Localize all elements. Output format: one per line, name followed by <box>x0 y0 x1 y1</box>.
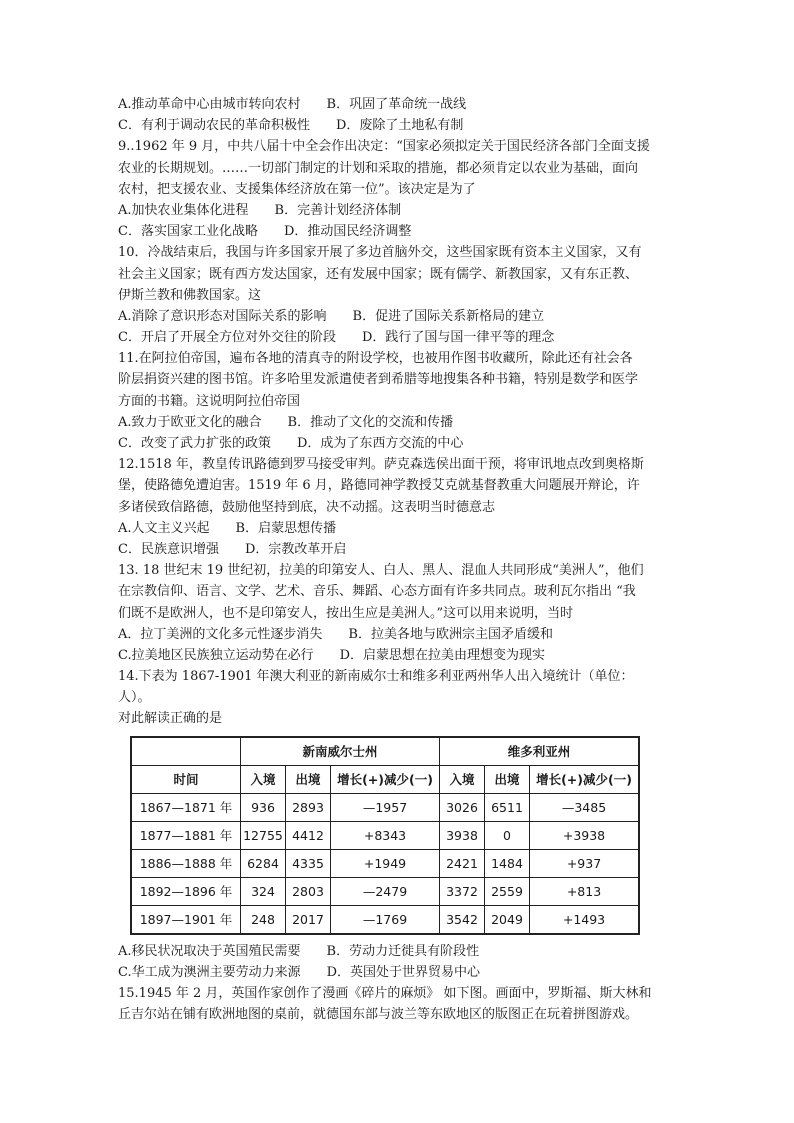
q10-option-b[interactable]: B．促进了国际关系新格局的建立 <box>352 308 545 324</box>
table-row <box>131 793 639 821</box>
table-cell: 4412 <box>286 821 331 849</box>
q9-options-row1 <box>118 200 688 221</box>
q14-option-b[interactable]: B．劳动力迁徙具有阶段性 <box>326 943 480 959</box>
q14-option-c[interactable]: C.华工成为澳洲主要劳动力来源 <box>118 964 301 980</box>
q10-options-row2 <box>118 327 688 348</box>
q11-option-a[interactable]: A.致力于欧亚文化的融合 <box>118 414 262 430</box>
column-header: 出境 <box>286 765 331 793</box>
table-cell: 2049 <box>485 905 530 934</box>
q10-option-a[interactable]: A.消除了意识形态对国际关系的影响 <box>118 308 327 324</box>
table-cell: 12755 <box>241 821 286 849</box>
q11-stem-line: 方面的书籍。这说明阿拉伯帝国 <box>118 393 301 409</box>
q10-stem-line: 伊斯兰教和佛教国家。这 <box>118 287 262 303</box>
q14-stem-line: 14.下表为 1867-1901 年澳大利亚的新南威尔士和维多利亚两州华人出入境统计（单位： <box>118 669 634 685</box>
q13-option-c[interactable]: C.拉美地区民族独立运动势在必行 <box>118 647 314 663</box>
state-header-nsw: 新南威尔士州 <box>241 737 440 766</box>
q10-stem-line: 社会主义国家；既有西方发达国家，还有发展中国家；既有儒学、新教国家，又有东正教、 <box>118 266 639 282</box>
q9-options-row2 <box>118 221 688 242</box>
question-12 <box>118 454 688 560</box>
table-cell: 2421 <box>440 849 485 877</box>
q9-option-a[interactable]: A.加快农业集体化进程 <box>118 202 249 218</box>
column-header: 增长(+)减少(一) <box>530 765 640 793</box>
q11-option-d[interactable]: D．成为了东西方交流的中心 <box>296 436 464 451</box>
q15-stem-line: 丘吉尔站在铺有欧洲地图的桌前，就德国东部与波兰等东欧地区的版图正在玩着拼图游戏。 <box>118 1007 639 1023</box>
table-cell: 324 <box>241 877 286 905</box>
q8-options-row2 <box>118 115 688 136</box>
q12-option-c[interactable]: C．民族意识增强 <box>118 541 219 557</box>
q9-stem-line: 农村，把支援农业、支援集体经济放在第一位”。该决定是为了 <box>118 181 476 197</box>
table-cell: 6511 <box>485 793 530 821</box>
table-cell: 2559 <box>485 877 530 905</box>
table-cell-period: 1886—1888 年 <box>131 849 241 877</box>
q11-stem-line: 11.在阿拉伯帝国，遍布各地的清真寺的附设学校，也被用作图书收藏所，除此还有社会各 <box>118 351 633 367</box>
q13-stem-line: 们既不是欧洲人，也不是印第安人，按出生应是美洲人。”这可以用来说明，当时 <box>118 605 574 621</box>
migration-table <box>130 736 640 935</box>
q9-option-d[interactable]: D．推动国民经济调整 <box>283 224 412 240</box>
q14-stem-line: 对此解读正确的是 <box>118 711 223 727</box>
column-header: 入境 <box>241 765 286 793</box>
q12-options-row2 <box>118 539 688 560</box>
q11-stem-line: 阶层捐资兴建的图书馆。许多哈里发派遣使者到希腊等地搜集各种书籍，特别是数学和医学 <box>118 372 639 388</box>
question-10 <box>118 242 688 348</box>
q11-options-row2 <box>118 433 688 454</box>
table-cell: 4335 <box>286 849 331 877</box>
q13-option-a[interactable]: A．拉丁美洲的文化多元性逐步消失 <box>118 626 323 642</box>
question-14 <box>118 666 688 983</box>
q13-options-row1 <box>118 624 688 645</box>
q13-option-b[interactable]: B．拉美各地与欧洲宗主国矛盾缓和 <box>348 626 553 642</box>
q13-stem-line: 在宗教信仰、语言、文学、艺术、音乐、舞蹈、心态方面有许多共同点。玻利瓦尔指出 “我 <box>118 584 636 600</box>
q8-option-b[interactable]: B．巩固了革命统一战线 <box>326 97 467 112</box>
q14-options-row2 <box>118 962 688 983</box>
table-cell: 3372 <box>440 877 485 905</box>
q9-option-b[interactable]: B．完善计划经济体制 <box>274 202 402 218</box>
table-cell: —1957 <box>331 793 440 821</box>
table-cell: —1769 <box>331 905 440 934</box>
table-cell: —3485 <box>530 793 640 821</box>
table-corner-cell <box>131 737 241 766</box>
table-cell: 2017 <box>286 905 331 934</box>
q8-option-a[interactable]: A.推动革命中心由城市转向农村 <box>118 97 301 112</box>
table-row <box>131 821 639 849</box>
table-cell-period: 1877—1881 年 <box>131 821 241 849</box>
table-cell: 248 <box>241 905 286 934</box>
question-13 <box>118 560 688 666</box>
q10-option-d[interactable]: D．践行了国与国一律平等的理念 <box>361 330 555 346</box>
table-cell: +1493 <box>530 905 640 934</box>
q12-stem-line: 堡，使路德免遭迫害。1519 年 6 月，路德同神学教授艾克就基督教重大问题展开辩论，许 <box>118 478 640 494</box>
q9-stem-line: 农业的长期规划。……一切部门制定的计划和采取的措施，都必须肯定以农业为基础，面向 <box>118 160 639 176</box>
table-cell: +813 <box>530 877 640 905</box>
q12-option-d[interactable]: D．宗教改革开启 <box>244 541 347 557</box>
q13-option-d[interactable]: D．启蒙思想在拉美由理想变为现实 <box>339 647 546 663</box>
table-row <box>131 877 639 905</box>
q10-option-c[interactable]: C．开启了开展全方位对外交往的阶段 <box>118 330 336 346</box>
q8-option-d[interactable]: D．废除了土地私有制 <box>335 118 464 134</box>
table-cell: 0 <box>485 821 530 849</box>
table-state-header-row <box>131 737 639 766</box>
q12-stem-line: 12.1518 年，教皇传讯路德到罗马接受审判。萨克森选侯出面干预，将审讯地点改到奥格斯 <box>118 457 644 473</box>
q8-options-row1 <box>118 94 688 115</box>
column-header: 入境 <box>440 765 485 793</box>
column-header: 增长(+)减少(一) <box>331 765 440 793</box>
q13-options-row2 <box>118 645 688 666</box>
table-column-header-row <box>131 765 639 793</box>
table-cell: 2893 <box>286 793 331 821</box>
table-cell: —2479 <box>331 877 440 905</box>
q11-options-row1 <box>118 412 688 433</box>
column-header: 时间 <box>131 765 241 793</box>
exam-page <box>118 94 688 1025</box>
table-cell: +8343 <box>331 821 440 849</box>
q14-options-row1 <box>118 941 688 962</box>
question-9 <box>118 136 688 242</box>
q14-option-d[interactable]: D．英国处于世界贸易中心 <box>326 964 481 980</box>
state-header-victoria: 维多利亚州 <box>440 737 640 766</box>
q11-option-c[interactable]: C．改变了武力扩张的政策 <box>118 436 271 451</box>
table-cell: 2803 <box>286 877 331 905</box>
q12-stem-line: 多诸侯致信路德，鼓励他坚持到底，决不动摇。这表明当时德意志 <box>118 499 496 515</box>
q15-stem-line: 15.1945 年 2 月，英国作家创作了漫画《碎片的麻烦》 如下图。画面中，罗斯福、斯大林和 <box>118 986 652 1001</box>
q11-option-b[interactable]: B．推动了文化的交流和传播 <box>287 414 454 430</box>
q10-options-row1 <box>118 306 688 327</box>
q9-stem-line: 9..1962 年 9 月，中共八届十中全会作出决定：“国家必须拟定关于国民经济各部门全面支援 <box>118 139 650 155</box>
table-cell: 3938 <box>440 821 485 849</box>
table-cell: +1949 <box>331 849 440 877</box>
q14-option-a[interactable]: A.移民状况取决于英国殖民需要 <box>118 943 301 959</box>
q14-stem-line: 人）。 <box>118 690 151 706</box>
table-cell-period: 1867—1871 年 <box>131 793 241 821</box>
q8-option-c[interactable]: C．有利于调动农民的革命积极性 <box>118 118 310 134</box>
table-cell-period: 1897—1901 年 <box>131 905 241 934</box>
table-cell: 6284 <box>241 849 286 877</box>
question-15 <box>118 983 688 1025</box>
column-header: 出境 <box>485 765 530 793</box>
table-cell: 936 <box>241 793 286 821</box>
table-cell-period: 1892—1896 年 <box>131 877 241 905</box>
table-cell: 1484 <box>485 849 530 877</box>
table-cell: +3938 <box>530 821 640 849</box>
q13-stem-line: 13. 18 世纪末 19 世纪初，拉美的印第安人、白人、黑人、混血人共同形成“美洲人”，他们 <box>118 563 644 579</box>
table-row <box>131 905 639 934</box>
q10-stem-line: 10．冷战结束后，我国与许多国家开展了多边首脑外交，这些国家既有资本主义国家，又有 <box>118 245 642 261</box>
q12-option-b[interactable]: B．启蒙思想传播 <box>235 520 337 536</box>
table-row <box>131 849 639 877</box>
table-body <box>131 793 639 934</box>
q9-option-c[interactable]: C．落实国家工业化战略 <box>118 224 258 240</box>
table-cell: 3542 <box>440 905 485 934</box>
q12-option-a[interactable]: A.人文主义兴起 <box>118 520 210 536</box>
table-cell: +937 <box>530 849 640 877</box>
q12-options-row1 <box>118 518 688 539</box>
question-11 <box>118 348 688 454</box>
table-cell: 3026 <box>440 793 485 821</box>
